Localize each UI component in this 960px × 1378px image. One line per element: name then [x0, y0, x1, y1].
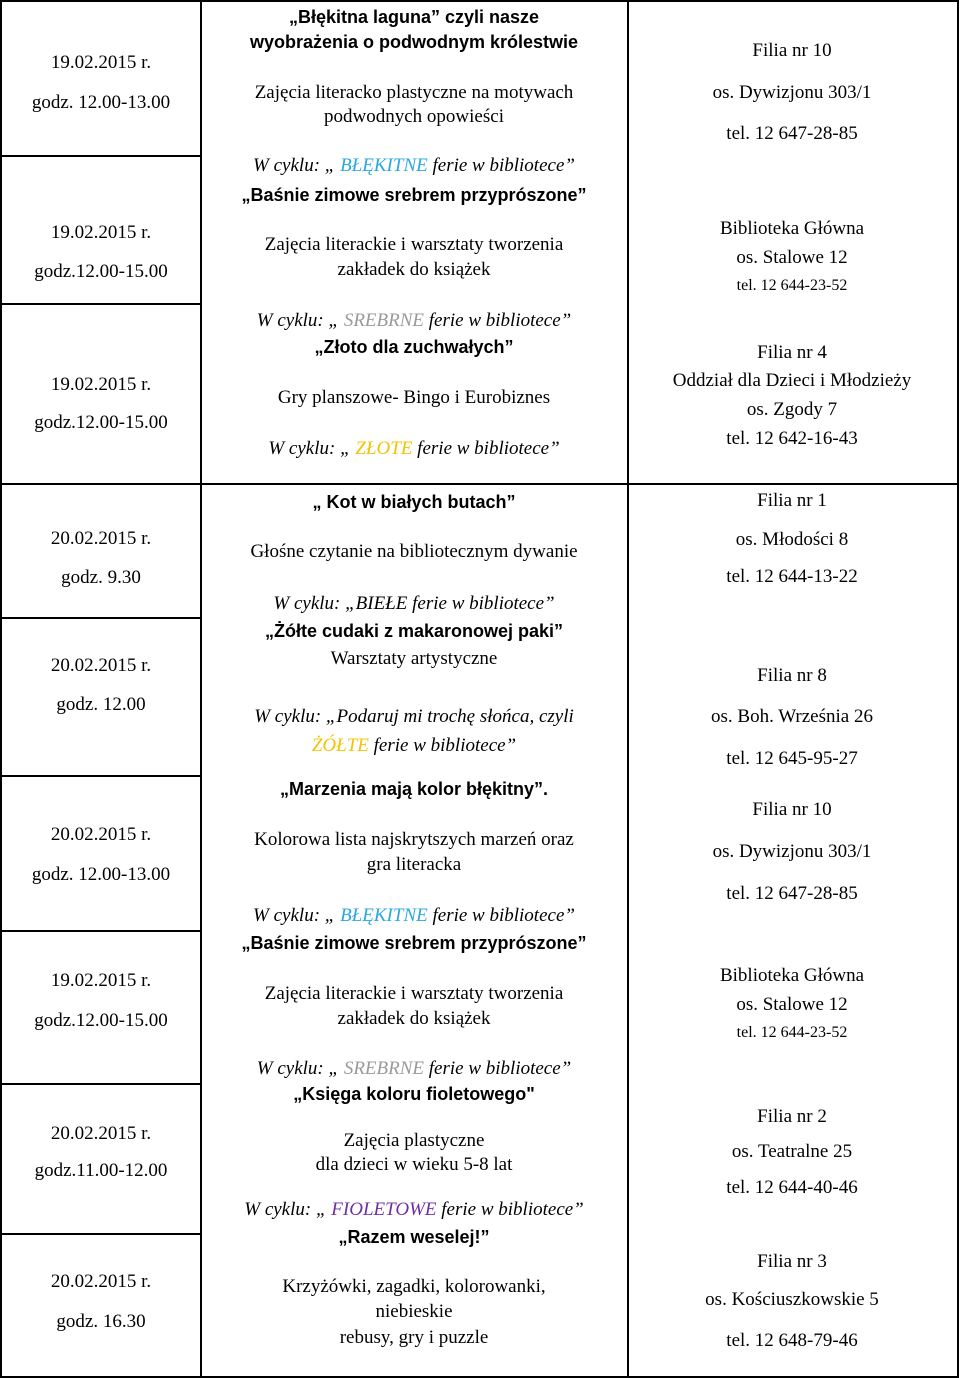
row-divider: [0, 617, 200, 619]
venue-phone: tel. 12 644-40-46: [726, 1177, 858, 1198]
event-cycle: W cyklu: „ ZŁOTE ferie w bibliotece”: [268, 438, 560, 459]
event-date: 20.02.2015 r.: [50, 528, 152, 549]
event-title: „Baśnie zimowe srebrem przyprószone”: [241, 185, 587, 205]
row-divider: [0, 775, 200, 777]
venue-name: Biblioteka Główna: [719, 218, 865, 239]
table-border: [0, 0, 959, 2]
event-cycle: W cyklu: „ SREBRNE ferie w bibliotece”: [256, 310, 572, 331]
event-description: Zajęcia literackie i warsztaty tworzenia: [264, 983, 564, 1004]
table-border: [957, 0, 959, 1376]
column-divider: [200, 0, 202, 1376]
venue-name: Filia nr 10: [752, 799, 832, 820]
event-time: godz.12.00-15.00: [34, 261, 168, 282]
event-description: dla dzieci w wieku 5-8 lat: [315, 1154, 513, 1175]
venue-address: os. Dywizjonu 303/1: [712, 841, 872, 862]
event-description: Zajęcia literackie i warsztaty tworzenia: [264, 234, 564, 255]
event-description: Krzyżówki, zagadki, kolorowanki,: [282, 1276, 546, 1297]
venue-address: os. Stalowe 12: [736, 994, 848, 1015]
event-time: godz. 16.30: [56, 1311, 146, 1332]
venue-department: Oddział dla Dzieci i Młodzieży: [672, 370, 912, 391]
event-title: „Błękitna laguna” czyli nasze: [288, 7, 540, 27]
event-description: gra literacka: [366, 854, 462, 875]
event-description: Zajęcia literacko plastyczne na motywach: [254, 82, 574, 103]
event-description: niebieskie: [375, 1301, 453, 1322]
event-title: „Złoto dla zuchwałych”: [314, 337, 514, 357]
event-time: godz. 9.30: [61, 567, 141, 588]
event-description: zakładek do książek: [337, 259, 491, 280]
row-divider: [0, 483, 959, 485]
venue-phone: tel. 12 645-95-27: [726, 748, 858, 769]
event-time: godz. 12.00-13.00: [31, 92, 171, 113]
event-title: „Marzenia mają kolor błękitny”.: [279, 779, 549, 799]
event-description: Gry planszowe- Bingo i Eurobiznes: [277, 387, 551, 408]
venue-phone: tel. 12 647-28-85: [726, 123, 858, 144]
venue-name: Filia nr 10: [752, 40, 832, 61]
venue-name: Biblioteka Główna: [719, 965, 865, 986]
event-cycle: ŻÓŁTE ferie w bibliotece”: [311, 735, 517, 756]
event-cycle: W cyklu: „BIEŁE ferie w bibliotece”: [273, 593, 555, 614]
venue-phone: tel. 12 644-23-52: [736, 277, 848, 294]
event-title: „ Kot w białych butach”: [312, 492, 516, 512]
event-cycle: W cyklu: „Podaruj mi trochę słońca, czyli: [254, 706, 574, 727]
table-border: [0, 0, 2, 1376]
venue-name: Filia nr 8: [757, 665, 827, 686]
venue-address: os. Dywizjonu 303/1: [712, 82, 872, 103]
row-divider: [0, 930, 200, 932]
event-description: podwodnych opowieści: [324, 106, 504, 127]
event-description: Warsztaty artystyczne: [330, 648, 498, 669]
event-time: godz.12.00-15.00: [34, 1010, 168, 1031]
venue-phone: tel. 12 647-28-85: [726, 883, 858, 904]
venue-name: Filia nr 2: [757, 1106, 827, 1127]
event-date: 19.02.2015 r.: [50, 374, 152, 395]
event-date: 20.02.2015 r.: [50, 655, 152, 676]
event-title: wyobrażenia o podwodnym królestwie: [249, 32, 579, 52]
venue-name: Filia nr 4: [757, 342, 827, 363]
event-date: 20.02.2015 r.: [50, 1123, 152, 1144]
row-divider: [0, 1083, 200, 1085]
venue-address: os. Młodości 8: [735, 529, 849, 550]
event-date: 20.02.2015 r.: [50, 1271, 152, 1292]
event-cycle: W cyklu: „ FIOLETOWE ferie w bibliotece”: [244, 1199, 584, 1220]
event-description: zakładek do książek: [337, 1008, 491, 1029]
event-time: godz.11.00-12.00: [34, 1160, 168, 1181]
venue-address: os. Boh. Września 26: [711, 706, 873, 727]
venue-phone: tel. 12 648-79-46: [726, 1330, 858, 1351]
event-cycle: W cyklu: „ BŁĘKITNE ferie w bibliotece”: [253, 155, 575, 176]
event-cycle: W cyklu: „ SREBRNE ferie w bibliotece”: [256, 1058, 572, 1079]
event-date: 19.02.2015 r.: [50, 222, 152, 243]
event-title: „Księga koloru fioletowego": [293, 1084, 535, 1104]
event-title: „Razem weselej!”: [338, 1227, 490, 1247]
event-description: Głośne czytanie na bibliotecznym dywanie: [250, 541, 578, 562]
venue-name: Filia nr 1: [757, 490, 827, 511]
column-divider: [627, 0, 629, 1376]
row-divider: [0, 303, 200, 305]
venue-phone: tel. 12 644-23-52: [736, 1024, 848, 1041]
event-description: rebusy, gry i puzzle: [339, 1327, 489, 1348]
event-description: Kolorowa lista najskrytszych marzeń oraz: [254, 829, 574, 850]
row-divider: [0, 1233, 200, 1235]
venue-address: os. Kościuszkowskie 5: [705, 1289, 879, 1310]
event-time: godz.12.00-15.00: [34, 412, 168, 433]
venue-phone: tel. 12 642-16-43: [726, 428, 858, 449]
event-date: 20.02.2015 r.: [50, 824, 152, 845]
venue-address: os. Zgody 7: [746, 399, 838, 420]
event-description: Zajęcia plastyczne: [343, 1130, 485, 1151]
row-divider: [0, 155, 200, 157]
event-title: „Baśnie zimowe srebrem przyprószone”: [241, 933, 587, 953]
event-date: 19.02.2015 r.: [50, 970, 152, 991]
event-time: godz. 12.00: [56, 694, 146, 715]
event-time: godz. 12.00-13.00: [31, 864, 171, 885]
event-title: „Żółte cudaki z makaronowej paki”: [264, 621, 564, 641]
venue-address: os. Stalowe 12: [736, 247, 848, 268]
venue-name: Filia nr 3: [757, 1251, 827, 1272]
event-date: 19.02.2015 r.: [50, 52, 152, 73]
venue-address: os. Teatralne 25: [731, 1141, 853, 1162]
venue-phone: tel. 12 644-13-22: [726, 566, 858, 587]
event-cycle: W cyklu: „ BŁĘKITNE ferie w bibliotece”: [253, 905, 575, 926]
